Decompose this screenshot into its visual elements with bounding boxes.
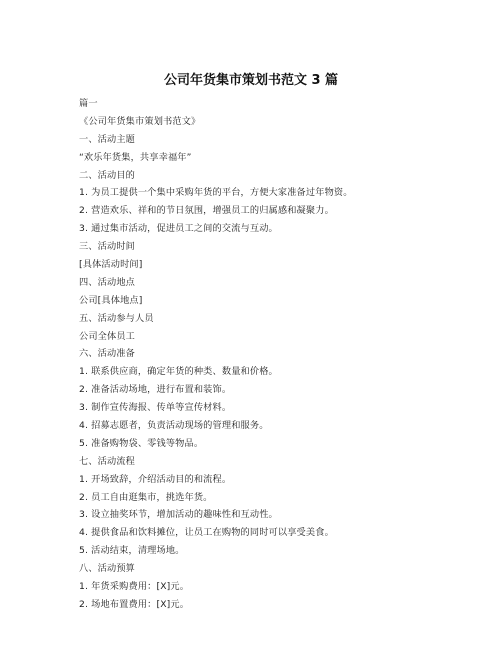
activity-location-text: 公司[具体地点]: [79, 294, 143, 306]
heading-activity-time: 三、活动时间: [79, 241, 136, 253]
preparation-item: 1. 联系供应商，确定年货的种类、数量和价格。: [79, 366, 278, 378]
activity-time-text: [具体活动时间]: [79, 259, 143, 271]
flow-item: 5. 活动结束，清理场地。: [79, 545, 185, 557]
heading-activity-flow: 七、活动流程: [79, 455, 136, 467]
budget-item: 2. 场地布置费用：[X]元。: [79, 598, 190, 610]
heading-preparation: 六、活动准备: [79, 348, 136, 360]
heading-participants: 五、活动参与人员: [79, 312, 154, 324]
flow-item: 2. 员工自由逛集市，挑选年货。: [79, 491, 213, 503]
preparation-item: 3. 制作宣传海报、传单等宣传材料。: [79, 402, 232, 414]
heading-activity-purpose: 二、活动目的: [79, 169, 136, 181]
heading-activity-theme: 一、活动主题: [79, 133, 136, 145]
budget-item: 1. 年货采购费用：[X]元。: [79, 581, 190, 593]
preparation-item: 4. 招募志愿者，负责活动现场的管理和服务。: [79, 420, 269, 432]
theme-text: “欢乐年货集，共享幸福年”: [79, 151, 192, 163]
purpose-item: 3. 通过集市活动，促进员工之间的交流与互动。: [79, 223, 278, 235]
purpose-item: 1. 为员工提供一个集中采购年货的平台，方便大家准备过年物资。: [79, 187, 353, 199]
subtitle-line: 《公司年货集市策划书范文》: [79, 115, 201, 127]
preparation-item: 2. 准备活动场地，进行布置和装饰。: [79, 384, 232, 396]
flow-item: 4. 提供食品和饮料摊位，让员工在购物的同时可以享受美食。: [79, 527, 334, 539]
flow-item: 3. 设立抽奖环节，增加活动的趣味性和互动性。: [79, 509, 278, 521]
heading-activity-location: 四、活动地点: [79, 276, 136, 288]
preparation-item: 5. 准备购物袋、零钱等物品。: [79, 437, 204, 449]
purpose-item: 2. 营造欢乐、祥和的节日氛围，增强员工的归属感和凝聚力。: [79, 205, 334, 217]
flow-item: 1. 开场致辞，介绍活动目的和流程。: [79, 473, 232, 485]
section-label-part-one: 篇一: [79, 98, 98, 109]
participants-text: 公司全体员工: [79, 330, 136, 342]
heading-budget: 八、活动预算: [79, 563, 136, 575]
document-body: [79, 95, 479, 614]
document-title: 公司年货集市策划书范文 3 篇: [163, 73, 339, 88]
